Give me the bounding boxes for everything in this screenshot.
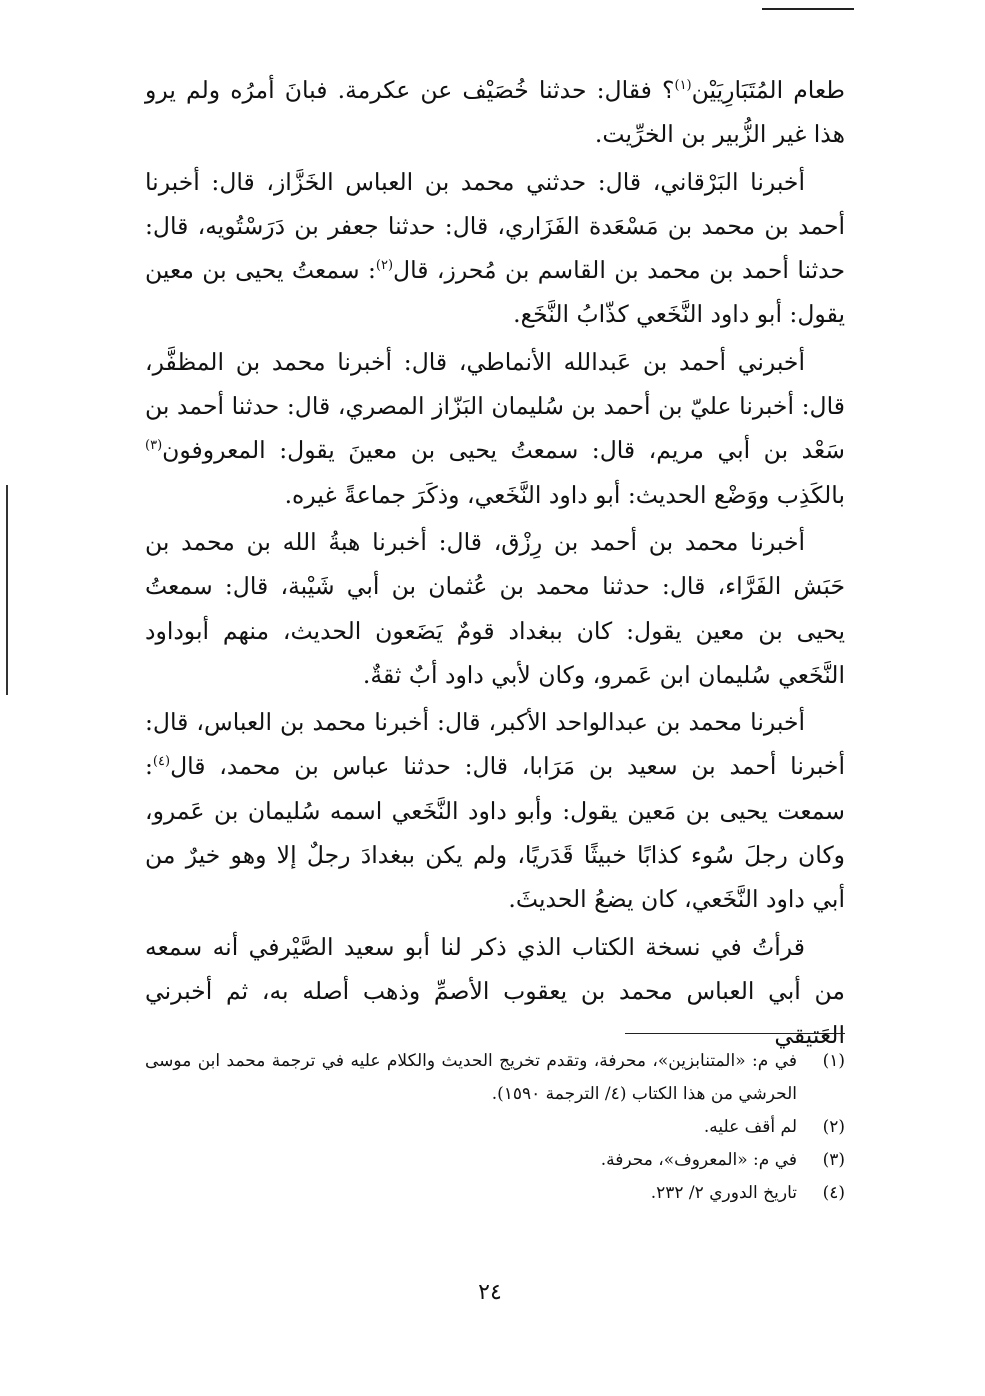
paragraph-text: طعام المُتَبَارِيَيْن [691, 76, 845, 104]
paragraph-5 [145, 700, 845, 921]
paragraph-1 [145, 68, 845, 157]
footnote-number: (٤) [822, 1183, 845, 1203]
footnote-reference: (٢) [375, 258, 394, 274]
footnote-reference: (٣) [145, 438, 163, 454]
paragraph-4 [145, 520, 845, 697]
header-rule [762, 8, 854, 10]
footnote-text: لم أقف عليه. [703, 1117, 797, 1137]
footnote-text: تاريخ الدوري ٢/ ٢٣٢. [650, 1183, 797, 1203]
main-text [145, 68, 845, 1061]
footnote-4 [145, 1177, 845, 1210]
paragraph-2 [145, 160, 845, 337]
paragraph-text: بالكَذِب ووَضْع الحديث: أبو داود النَّخَعي، وذكَرَ جماعةً غيره. [284, 480, 845, 509]
paragraph-text: : سمعتُ يحيى بن معين يقول: أبو داود النَّخَعي كذّابُ النَّخَع. [145, 256, 845, 329]
footnote-2 [145, 1111, 845, 1144]
footnote-number: (١) [822, 1051, 845, 1071]
footnote-text: في م: «المعروف»، محرفة. [600, 1150, 797, 1170]
footnote-number: (٣) [822, 1150, 845, 1170]
paragraph-text: أخبرنا البَرْقاني، قال: حدثني محمد بن العباس الخَزَّاز، قال: أخبرنا أحمد بن محمد بن مَسْعَدة الفَزَاري، قال: حدثنا جعفر بن دَرَسْتُويه، قال: حدثنا أحمد بن محمد بن القاسم بن مُحرز، قال [145, 167, 845, 285]
footnote-reference: (١) [674, 78, 692, 94]
footnote-reference: (٤) [152, 754, 171, 770]
footnote-separator [625, 1033, 845, 1034]
paragraph-6 [145, 925, 845, 1058]
paragraph-text: قرأتُ في نسخة الكتاب الذي ذكر لنا أبو سعيد الصَّيْرفي أنه سمعه من أبي العباس محمد بن يعقوب الأصمِّ وذهب أصله به، ثم أخبرني العَتيقي [145, 932, 845, 1050]
paragraph-text: أخبرنا محمد بن عبدالواحد الأكبر، قال: أخبرنا محمد بن العباس، قال: أخبرنا أحمد بن سعيد بن مَرَابا، قال: حدثنا عباس بن محمد، قال [145, 708, 845, 781]
footnote-text: في م: «المتنابزين»، محرفة، وتقدم تخريج الحديث والكلام عليه في ترجمة محمد ابن موسى الحرشي من هذا الكتاب (٤/ الترجمة ١٥٩٠). [145, 1051, 797, 1104]
paragraph-text: : سمعت يحيى بن مَعين يقول: وأبو داود النَّخَعي اسمه سُليمان بن عَمرو، وكان رجلَ سُوء كذابًا خبيثًا قَدَريًا، ولم يكن ببغدادَ رجلٌ إلا وهو خيرٌ من أبي داود النَّخَعي، كان يضعُ الحديثَ. [145, 752, 845, 914]
footnote-number: (٢) [822, 1117, 845, 1137]
footnote-3 [145, 1144, 845, 1177]
footnote-1 [145, 1045, 845, 1111]
paragraph-text: أخبرنا محمد بن أحمد بن رِزْق، قال: أخبرنا هبةُ الله بن محمد بن حَبَش الفَرَّاء، قال: حدثنا محمد بن عُثمان بن أبي شَيْبة، قال: سمعتُ يحيى بن معين يقول: كان ببغداد قومٌ يَضَعون الحديث، منهم أبوداود النَّخَعي سُليمان ابن عَمرو، وكان لأبي داود أبٌ ثقةٌ. [145, 527, 845, 689]
paragraph-3 [145, 340, 845, 517]
footnotes [145, 1045, 845, 1210]
paragraph-text: أخبرني أحمد بن عَبدالله الأنماطي، قال: أخبرنا محمد بن المظفَّر، قال: أخبرنا عليّ بن أحمد بن سُليمان البَزّاز المصري، قال: حدثنا أحمد بن سَعْد بن أبي مريم، قال: سمعتُ يحيى بن معينَ يقول: المعروفون [145, 347, 845, 465]
paragraph-text: ؟ فقال: حدثنا خُصَيْف عن عكرمة. فبانَ أمرُه ولم يرو هذا غير الزُّبير بن الخرِّيت. [145, 76, 845, 149]
page-number: ٢٤ [478, 1280, 502, 1305]
scan-margin-mark [6, 485, 8, 695]
